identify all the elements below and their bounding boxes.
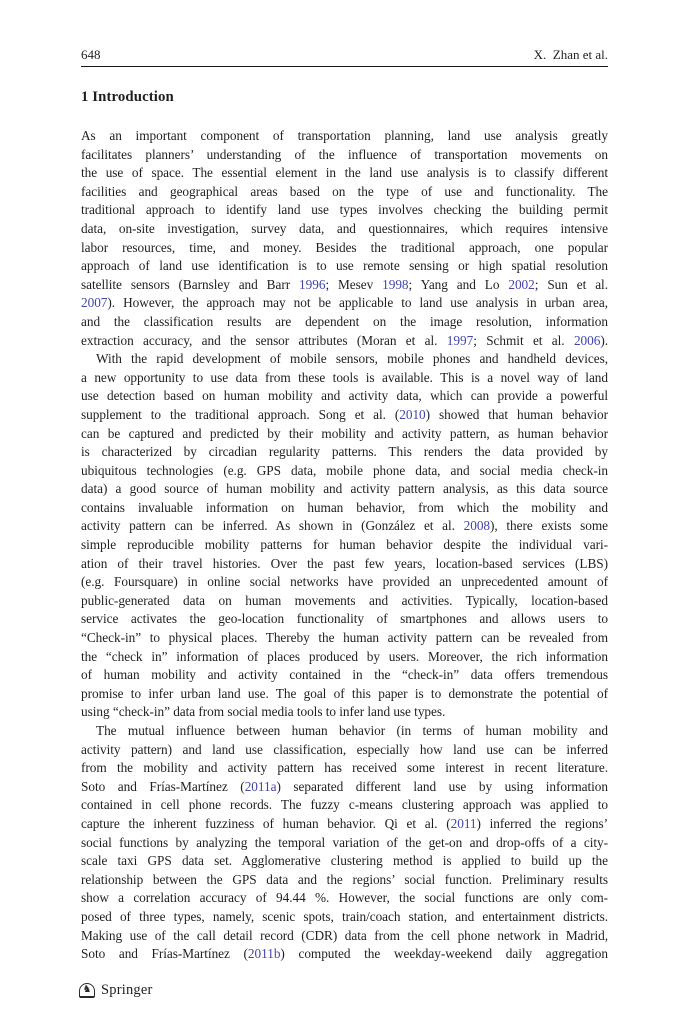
paragraph bbox=[81, 127, 608, 350]
body-text bbox=[81, 127, 608, 964]
text-line: the “check in” information of places produced by users. Moreover, the rich information bbox=[81, 648, 608, 664]
text-line: supplement to the traditional approach. Song et al. (2010) showed that human behavior bbox=[81, 406, 608, 422]
text-line: facilitates planners’ understanding of the influence of transportation movements on bbox=[81, 146, 608, 162]
running-head: X. Zhan et al. bbox=[533, 47, 608, 62]
citation-link[interactable]: 2011 bbox=[450, 815, 477, 831]
text-line: satellite sensors (Barnsley and Barr 1996; Mesev 1998; Yang and Lo 2002; Sun et al. bbox=[81, 276, 608, 292]
text-line: “Check-in” to physical places. Thereby the human activity pattern can be revealed from bbox=[81, 630, 608, 646]
text-line: capture the inherent fuzziness of human behavior. Qi et al. (2011) inferred the regions’ bbox=[81, 815, 608, 831]
text-line: 2007). However, the approach may not be applicable to land use analysis in urban area, bbox=[81, 295, 608, 311]
paragraph bbox=[81, 722, 608, 964]
citation-link[interactable]: 1997 bbox=[446, 332, 474, 348]
text-line: Soto and Frías-Martínez (2011b) computed the weekday-weekend daily aggregation bbox=[81, 946, 608, 962]
text-line: is characterized by circadian regularity patterns. This renders the data provided by bbox=[81, 444, 608, 460]
section-heading: 1 Introduction bbox=[81, 89, 174, 105]
citation-link[interactable]: 2011b bbox=[247, 946, 281, 962]
text-line: promise to infer urban land use. The goal of this paper is to demonstrate the potential of bbox=[81, 685, 608, 701]
text-line: public-generated data on human movements and activities. Typically, location-based bbox=[81, 592, 608, 608]
text-line: using “check-in” data from social media tools to infer land use types. bbox=[81, 704, 446, 720]
page-number: 648 bbox=[81, 47, 101, 62]
citation-link[interactable]: 2006 bbox=[573, 332, 601, 348]
text-line: Soto and Frías-Martínez (2011a) separated different land use by using information bbox=[81, 778, 608, 794]
text-line: and the classification results are dependent on the image resolution, information bbox=[81, 313, 608, 329]
text-line: traditional approach to identify land use types involves checking the building permit bbox=[81, 202, 608, 218]
text-line: posed of three types, namely, scenic spots, train/coach station, and entertainment districts. bbox=[81, 908, 608, 924]
text-line: from the mobility and activity pattern has received some interest in recent literature. bbox=[81, 760, 608, 776]
text-line: approach of land use identification is to use remote sensing or high spatial resolution bbox=[81, 258, 608, 274]
citation-link[interactable]: 2008 bbox=[463, 518, 491, 534]
text-line: With the rapid development of mobile sensors, mobile phones and handheld devices, bbox=[96, 351, 608, 367]
page-footer bbox=[79, 982, 153, 999]
text-line: data, on-site investigation, survey data, and questionnaires, which requires intensive bbox=[81, 220, 608, 236]
citation-link[interactable]: 2007 bbox=[81, 295, 108, 311]
text-line: (e.g. Foursquare) in online social networks have provided an unprecedented amount of bbox=[81, 574, 608, 590]
text-line: activity pattern) and land use classification, especially how land use can be inferred bbox=[81, 741, 608, 757]
page-header bbox=[81, 47, 608, 62]
text-line: data) a good source of human mobility and activity pattern analysis, as this data source bbox=[81, 481, 608, 497]
text-line: The mutual influence between human behavior (in terms of human mobility and bbox=[96, 723, 608, 738]
text-line: extraction accuracy, and the sensor attributes (Moran et al. 1997; Schmit et al. 2006). bbox=[81, 332, 608, 348]
text-line: contains invaluable information on human behavior, from which the mobility and bbox=[81, 499, 608, 515]
citation-link[interactable]: 1998 bbox=[382, 276, 409, 292]
text-line: As an important component of transportation planning, land use analysis greatly bbox=[81, 128, 608, 143]
citation-link[interactable]: 2010 bbox=[399, 406, 426, 422]
text-line: simple reproducible mobility patterns for human behavior despite the individual vari- bbox=[81, 537, 608, 553]
text-line: show a correlation accuracy of 94.44 %. However, the social functions are only com- bbox=[81, 890, 608, 906]
header-rule bbox=[81, 66, 608, 67]
text-line: Making use of the call detail record (CDR) data from the cell phone network in Madrid, bbox=[81, 927, 608, 943]
text-line: facilities and geographical areas based on the type of use and functionality. The bbox=[81, 183, 608, 199]
text-line: the use of space. The essential element in the land use analysis is to classify different bbox=[81, 165, 608, 181]
text-line: can be captured and predicted by their mobility and activity pattern, as human behavior bbox=[81, 425, 608, 441]
paragraph bbox=[81, 350, 608, 722]
text-line: social functions by analyzing the temporal variation of the get-on and drop-offs of a city- bbox=[81, 834, 608, 850]
citation-link[interactable]: 2002 bbox=[508, 276, 535, 292]
text-line: activity pattern can be inferred. As shown in (González et al. 2008), there exists some bbox=[81, 518, 608, 534]
text-line: relationship between the GPS data and the regions’ social function. Preliminary results bbox=[81, 871, 608, 887]
text-line: contained in cell phone records. The fuzzy c-means clustering approach was applied to bbox=[81, 797, 608, 813]
citation-link[interactable]: 2011a bbox=[244, 778, 277, 794]
text-line: ubiquitous technologies (e.g. GPS data, mobile phone data, and social media check-in bbox=[81, 462, 608, 478]
springer-knight-icon: ♞ bbox=[79, 983, 95, 998]
publisher-name: Springer bbox=[101, 982, 153, 998]
text-line: ation of their travel histories. Over the past few years, location-based services (LBS) bbox=[81, 555, 608, 571]
text-line: scale taxi GPS data set. Agglomerative clustering method is applied to build up the bbox=[81, 853, 608, 869]
text-line: service activates the geo-location functionality of smartphones and allows users to bbox=[81, 611, 608, 627]
text-line: of human mobility and activity contained in the “check-in” data offers tremendous bbox=[81, 667, 608, 683]
text-line: labor resources, time, and money. Besides the traditional approach, one popular bbox=[81, 239, 608, 255]
citation-link[interactable]: 1996 bbox=[299, 276, 326, 292]
text-line: use detection based on human mobility and activity data, which can provide a powerful bbox=[81, 388, 608, 404]
text-line: a new opportunity to use data from these tools is available. This is a novel way of land bbox=[81, 369, 608, 385]
